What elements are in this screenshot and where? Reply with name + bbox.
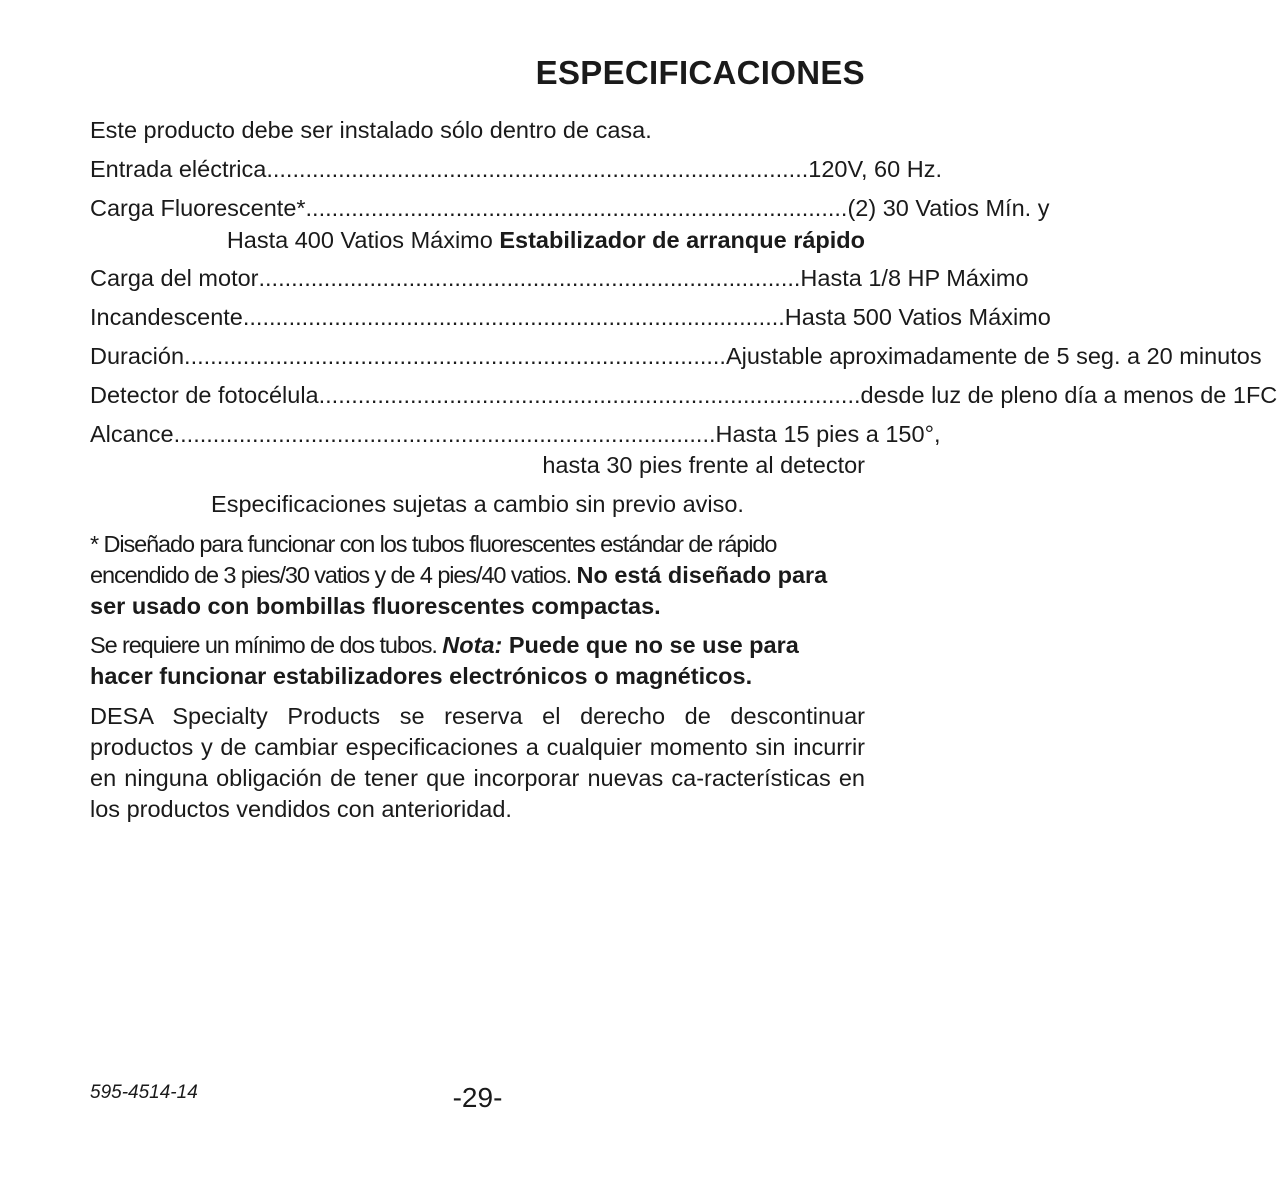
dot-leader: ...................................................................................: [242, 304, 785, 330]
spec-row-fluorescent-cont: [90, 225, 865, 256]
spec-value: Hasta 1/8 HP Máximo: [800, 265, 1029, 291]
spec-row-fluorescent: [90, 193, 1050, 224]
spec-row-motor: [90, 263, 1029, 294]
spec-value: Hasta 500 Vatios Máximo: [784, 304, 1051, 330]
spec-value-cont: Hasta 400 Vatios Máximo: [226, 227, 500, 253]
notice-text: Especificaciones sujetas a cambio sin previo aviso.: [211, 491, 744, 517]
dot-leader: ...................................................................................: [305, 195, 848, 221]
dot-leader: ...................................................................................: [266, 156, 809, 182]
spec-label: Entrada eléctrica: [90, 156, 267, 182]
spec-value: Hasta 15 pies a 150°,: [715, 421, 941, 447]
intro-text: Este producto debe ser instalado sólo dentro de casa.: [90, 117, 652, 143]
requirement-paragraph: [90, 630, 865, 692]
spec-row-input: [90, 154, 942, 185]
spec-value: (2) 30 Vatios Mín. y: [847, 195, 1050, 221]
dot-leader: ...................................................................................: [173, 421, 716, 447]
document-page: [90, 0, 1277, 1193]
disclaimer-paragraph: DESA Specialty Products se reserva el derecho de descontinuar productos y de cambiar especificaciones a cualquier momento sin incurrir en ninguna obligación de tener que incorporar nuevas ca-racterísticas en los productos vendidos con anterioridad.: [90, 703, 865, 822]
spec-value-cont: hasta 30 pies frente al detector: [542, 452, 865, 478]
spec-value: desde luz de pleno día a menos de 1FC: [860, 382, 1277, 408]
dot-leader: ...................................................................................: [258, 265, 801, 291]
page-number: -29-: [452, 1082, 503, 1113]
document-code: 595-4514-14: [90, 1082, 198, 1103]
dot-leader: ...................................................................................: [184, 343, 726, 369]
spec-row-duration: [90, 341, 1262, 372]
spec-value: 120V, 60 Hz.: [808, 156, 942, 182]
spec-label: Duración: [90, 343, 185, 369]
spec-row-range: [90, 419, 941, 450]
spec-row-incandescent: [90, 302, 1051, 333]
spec-label: Alcance: [90, 421, 174, 447]
spec-label: Carga del motor: [90, 265, 259, 291]
footnote-bold: No está diseñado para ser usado con bombillas fluorescentes compactas.: [90, 562, 828, 619]
spec-label: Carga Fluorescente*: [90, 195, 306, 221]
page-title: ESPECIFICACIONES: [535, 54, 865, 91]
spec-label: Detector de fotocélula: [90, 382, 319, 408]
footnote-text: * Diseñado para funcionar con los tubos fluorescentes estándar de rápido encendido de 3 pies/30 vatios y de 4 pies/40 vatios.: [90, 531, 777, 588]
dot-leader: ...................................................................................: [318, 382, 861, 408]
requirement-bold: Puede que no se use para hacer funcionar estabilizadores electrónicos o magnéticos.: [90, 632, 799, 689]
requirement-text: Se requiere un mínimo de dos tubos.: [90, 632, 443, 658]
spec-value: Ajustable aproximadamente de 5 seg. a 20 minutos: [725, 343, 1262, 369]
footnote-paragraph: [90, 529, 865, 622]
spec-row-photocell: [90, 380, 1277, 411]
spec-value-bold: Estabilizador de arranque rápido: [499, 227, 865, 253]
spec-label: Incandescente: [90, 304, 243, 330]
note-label: Nota:: [442, 632, 503, 658]
spec-row-range-cont: [90, 450, 865, 481]
